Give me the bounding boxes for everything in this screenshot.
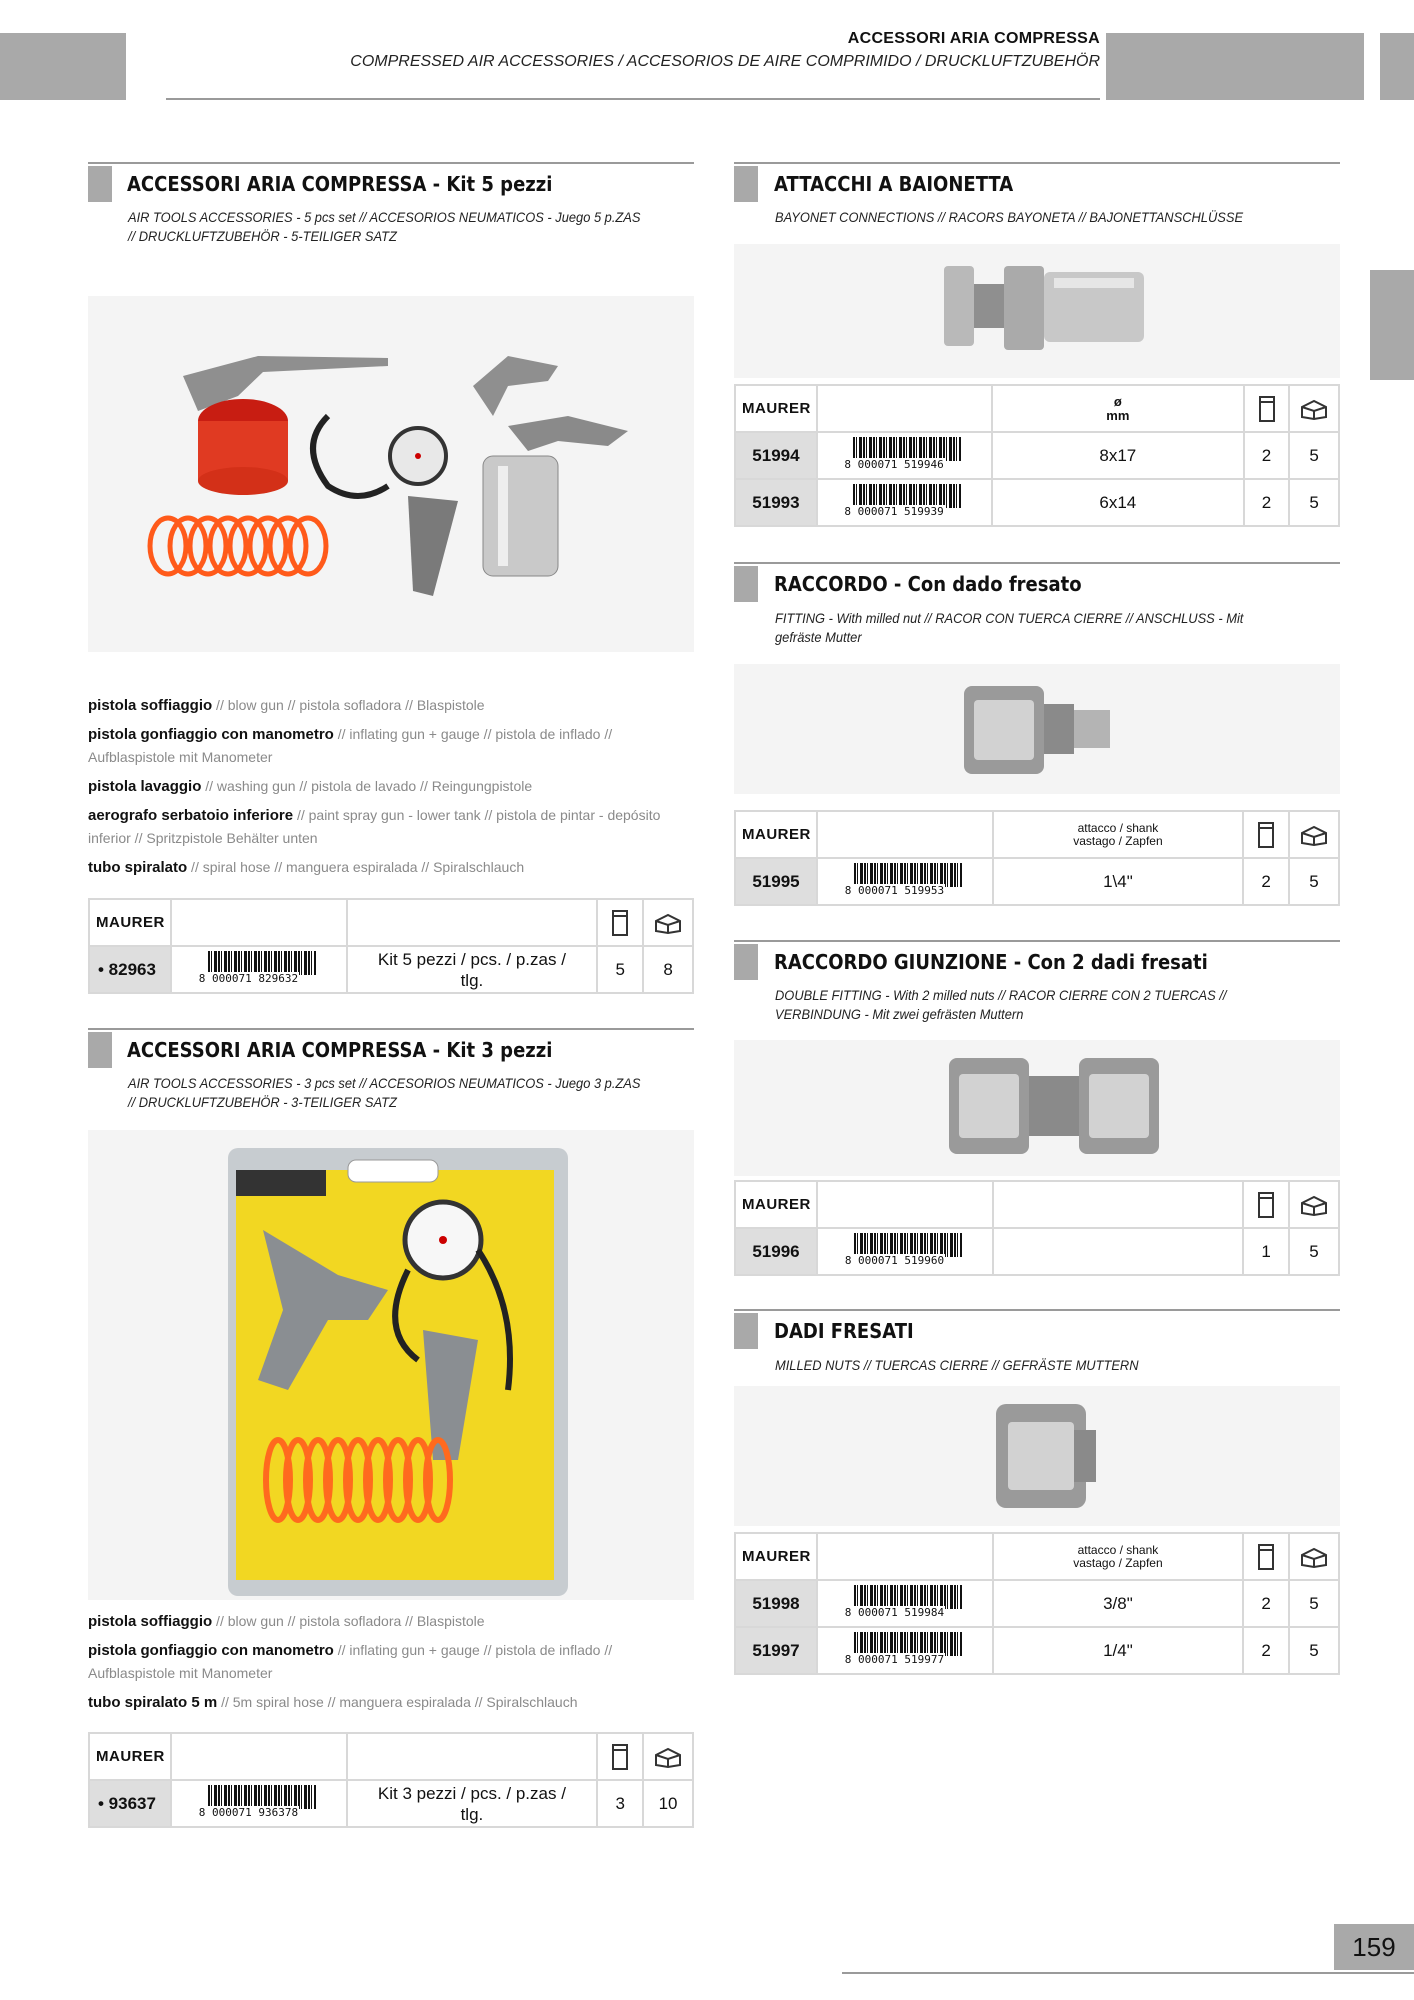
section-rule [88, 162, 694, 164]
header-title: ACCESSORI ARIA COMPRESSA [847, 30, 1100, 47]
qty-pack: 2 [1244, 479, 1290, 526]
dadi-subtitle: MILLED NUTS // TUERCAS CIERRE // GEFRÄSTE MUTTERN [775, 1357, 1139, 1373]
box-icon [1289, 385, 1339, 432]
barcode: 8 000071 519939 [817, 479, 992, 526]
bayonet-title: ATTACCHI A BAIONETTA [774, 172, 1014, 196]
package-icon [1244, 385, 1290, 432]
qty-box: 5 [1289, 1580, 1339, 1627]
dadi-product-image [734, 1386, 1340, 1526]
qty-box: 5 [1289, 858, 1339, 905]
qty-pack: 2 [1243, 858, 1289, 905]
package-icon [1243, 1181, 1289, 1228]
feature-item: pistola gonfiaggio con manometro // inflating gun + gauge // pistola de inflado // Aufblaspistole mit Manometer [88, 1642, 613, 1681]
dadi-product-table [734, 1532, 1340, 1675]
raccordo-product-table [734, 810, 1340, 906]
box-icon [643, 899, 693, 946]
kit3-feature-list [88, 1610, 694, 1714]
raccordo-subtitle: FITTING - With milled nut // RACOR CON TUERCA CIERRE // ANSCHLUSS - Mit gefräste Mutter [775, 610, 1244, 645]
kit5-feature-list [88, 694, 694, 879]
size-value: 1/4" [993, 1627, 1244, 1674]
package-icon [1243, 811, 1289, 858]
header-right-block [1106, 33, 1364, 100]
box-icon [1289, 1181, 1339, 1228]
product-code: • 93637 [89, 1780, 171, 1827]
box-icon [1289, 1533, 1339, 1580]
product-description: Kit 3 pezzi / pcs. / p.zas / tlg. [347, 1780, 598, 1827]
kit5-product-image [88, 296, 694, 652]
barcode: 8 000071 519946 [817, 432, 992, 479]
box-icon [1289, 811, 1339, 858]
column-header: attacco / shank vastago / Zapfen [993, 811, 1244, 858]
product-description: Kit 5 pezzi / pcs. / p.zas / tlg. [347, 946, 598, 993]
product-code: 51996 [735, 1228, 817, 1275]
section-marker [734, 166, 758, 202]
giunzione-subtitle: DOUBLE FITTING - With 2 milled nuts // RACOR CIERRE CON 2 TUERCAS // VERBINDUNG - Mit zwei gefrästen Muttern [775, 987, 1227, 1022]
barcode: 8 000071 829632 [171, 946, 347, 993]
bayonet-product-image [734, 244, 1340, 378]
section-rule [88, 1028, 694, 1030]
product-code: • 82963 [89, 946, 171, 993]
kit3-product-table [88, 1732, 694, 1828]
product-code: 51994 [735, 432, 817, 479]
column-header: ø mm [992, 385, 1244, 432]
size-value [993, 1228, 1244, 1275]
brand-logo: MAURER [735, 811, 817, 858]
raccordo-title: RACCORDO - Con dado fresato [774, 572, 1082, 596]
qty-box: 10 [643, 1780, 693, 1827]
feature-item: tubo spiralato // spiral hose // manguera espiralada // Spiralschlauch [88, 859, 525, 876]
kit3-subtitle: AIR TOOLS ACCESSORIES - 3 pcs set // ACCESORIOS NEUMATICOS - Juego 3 p.ZAS // DRUCKLUFTZUBEHÖR - 3-TEILIGER SATZ [128, 1075, 641, 1110]
feature-item: pistola soffiaggio // blow gun // pistola sofladora // Blaspistole [88, 697, 485, 714]
kit5-title: ACCESSORI ARIA COMPRESSA - Kit 5 pezzi [127, 172, 553, 196]
qty-box: 5 [1289, 432, 1339, 479]
package-icon [597, 899, 643, 946]
barcode: 8 000071 936378 [171, 1780, 347, 1827]
package-icon [597, 1733, 643, 1780]
footer-rule [842, 1972, 1414, 1974]
giunzione-product-image [734, 1040, 1340, 1176]
qty-box: 5 [1289, 479, 1339, 526]
feature-item: pistola gonfiaggio con manometro // inflating gun + gauge // pistola de inflado // Aufblaspistole mit Manometer [88, 726, 613, 765]
feature-item: pistola soffiaggio // blow gun // pistola sofladora // Blaspistole [88, 1613, 485, 1630]
kit5-subtitle: AIR TOOLS ACCESSORIES - 5 pcs set // ACCESORIOS NEUMATICOS - Juego 5 p.ZAS // DRUCKLUFTZUBEHÖR - 5-TEILIGER SATZ [128, 209, 641, 244]
page-number: 159 [1352, 1932, 1396, 1962]
box-icon [643, 1733, 693, 1780]
brand-logo: MAURER [735, 385, 817, 432]
qty-pack: 2 [1244, 432, 1290, 479]
header-left-block [0, 33, 126, 100]
giunzione-product-table [734, 1180, 1340, 1276]
column-header: attacco / shank vastago / Zapfen [993, 1533, 1244, 1580]
section-rule [734, 940, 1340, 942]
dadi-title: DADI FRESATI [774, 1319, 914, 1343]
product-code: 51993 [735, 479, 817, 526]
brand-logo: MAURER [735, 1533, 817, 1580]
barcode: 8 000071 519984 [817, 1580, 993, 1627]
qty-pack: 3 [597, 1780, 643, 1827]
brand-logo: MAURER [735, 1181, 817, 1228]
qty-pack: 2 [1243, 1627, 1289, 1674]
package-icon [1243, 1533, 1289, 1580]
barcode: 8 000071 519953 [817, 858, 993, 905]
bayonet-product-table [734, 384, 1340, 527]
section-rule [734, 562, 1340, 564]
header-rule [166, 98, 1100, 100]
header-subtitle: COMPRESSED AIR ACCESSORIES / ACCESORIOS DE AIRE COMPRIMIDO / DRUCKLUFTZUBEHÖR [350, 53, 1100, 70]
kit3-title: ACCESSORI ARIA COMPRESSA - Kit 3 pezzi [127, 1038, 553, 1062]
section-marker [88, 166, 112, 202]
qty-box: 5 [1289, 1228, 1339, 1275]
size-value: 8x17 [992, 432, 1244, 479]
giunzione-title: RACCORDO GIUNZIONE - Con 2 dadi fresati [774, 950, 1208, 974]
brand-logo: MAURER [89, 899, 171, 946]
bayonet-subtitle: BAYONET CONNECTIONS // RACORS BAYONETA // BAJONETTANSCHLÜSSE [775, 209, 1244, 225]
side-tab [1370, 270, 1414, 380]
feature-item: pistola lavaggio // washing gun // pistola de lavado // Reingungpistole [88, 778, 533, 795]
size-value: 3/8" [993, 1580, 1244, 1627]
product-code: 51995 [735, 858, 817, 905]
section-marker [734, 566, 758, 602]
section-marker [734, 1313, 758, 1349]
product-code: 51998 [735, 1580, 817, 1627]
qty-box: 5 [1289, 1627, 1339, 1674]
brand-logo: MAURER [89, 1733, 171, 1780]
header-edge-block [1380, 33, 1414, 100]
raccordo-product-image [734, 664, 1340, 794]
feature-item: aerografo serbatoio inferiore // paint spray gun - lower tank // pistola de pintar - depósito inferior // Spritzpistole Behälter unten [88, 807, 661, 846]
section-rule [734, 162, 1340, 164]
section-marker [734, 944, 758, 980]
qty-pack: 1 [1243, 1228, 1289, 1275]
kit5-product-table [88, 898, 694, 994]
qty-pack: 2 [1243, 1580, 1289, 1627]
kit3-product-image [88, 1130, 694, 1600]
size-value: 1\4" [993, 858, 1244, 905]
size-value: 6x14 [992, 479, 1244, 526]
section-rule [734, 1309, 1340, 1311]
qty-pack: 5 [597, 946, 643, 993]
qty-box: 8 [643, 946, 693, 993]
barcode: 8 000071 519960 [817, 1228, 993, 1275]
product-code: 51997 [735, 1627, 817, 1674]
barcode: 8 000071 519977 [817, 1627, 993, 1674]
feature-item: tubo spiralato 5 m // 5m spiral hose // manguera espiralada // Spiralschlauch [88, 1694, 578, 1711]
section-marker [88, 1032, 112, 1068]
